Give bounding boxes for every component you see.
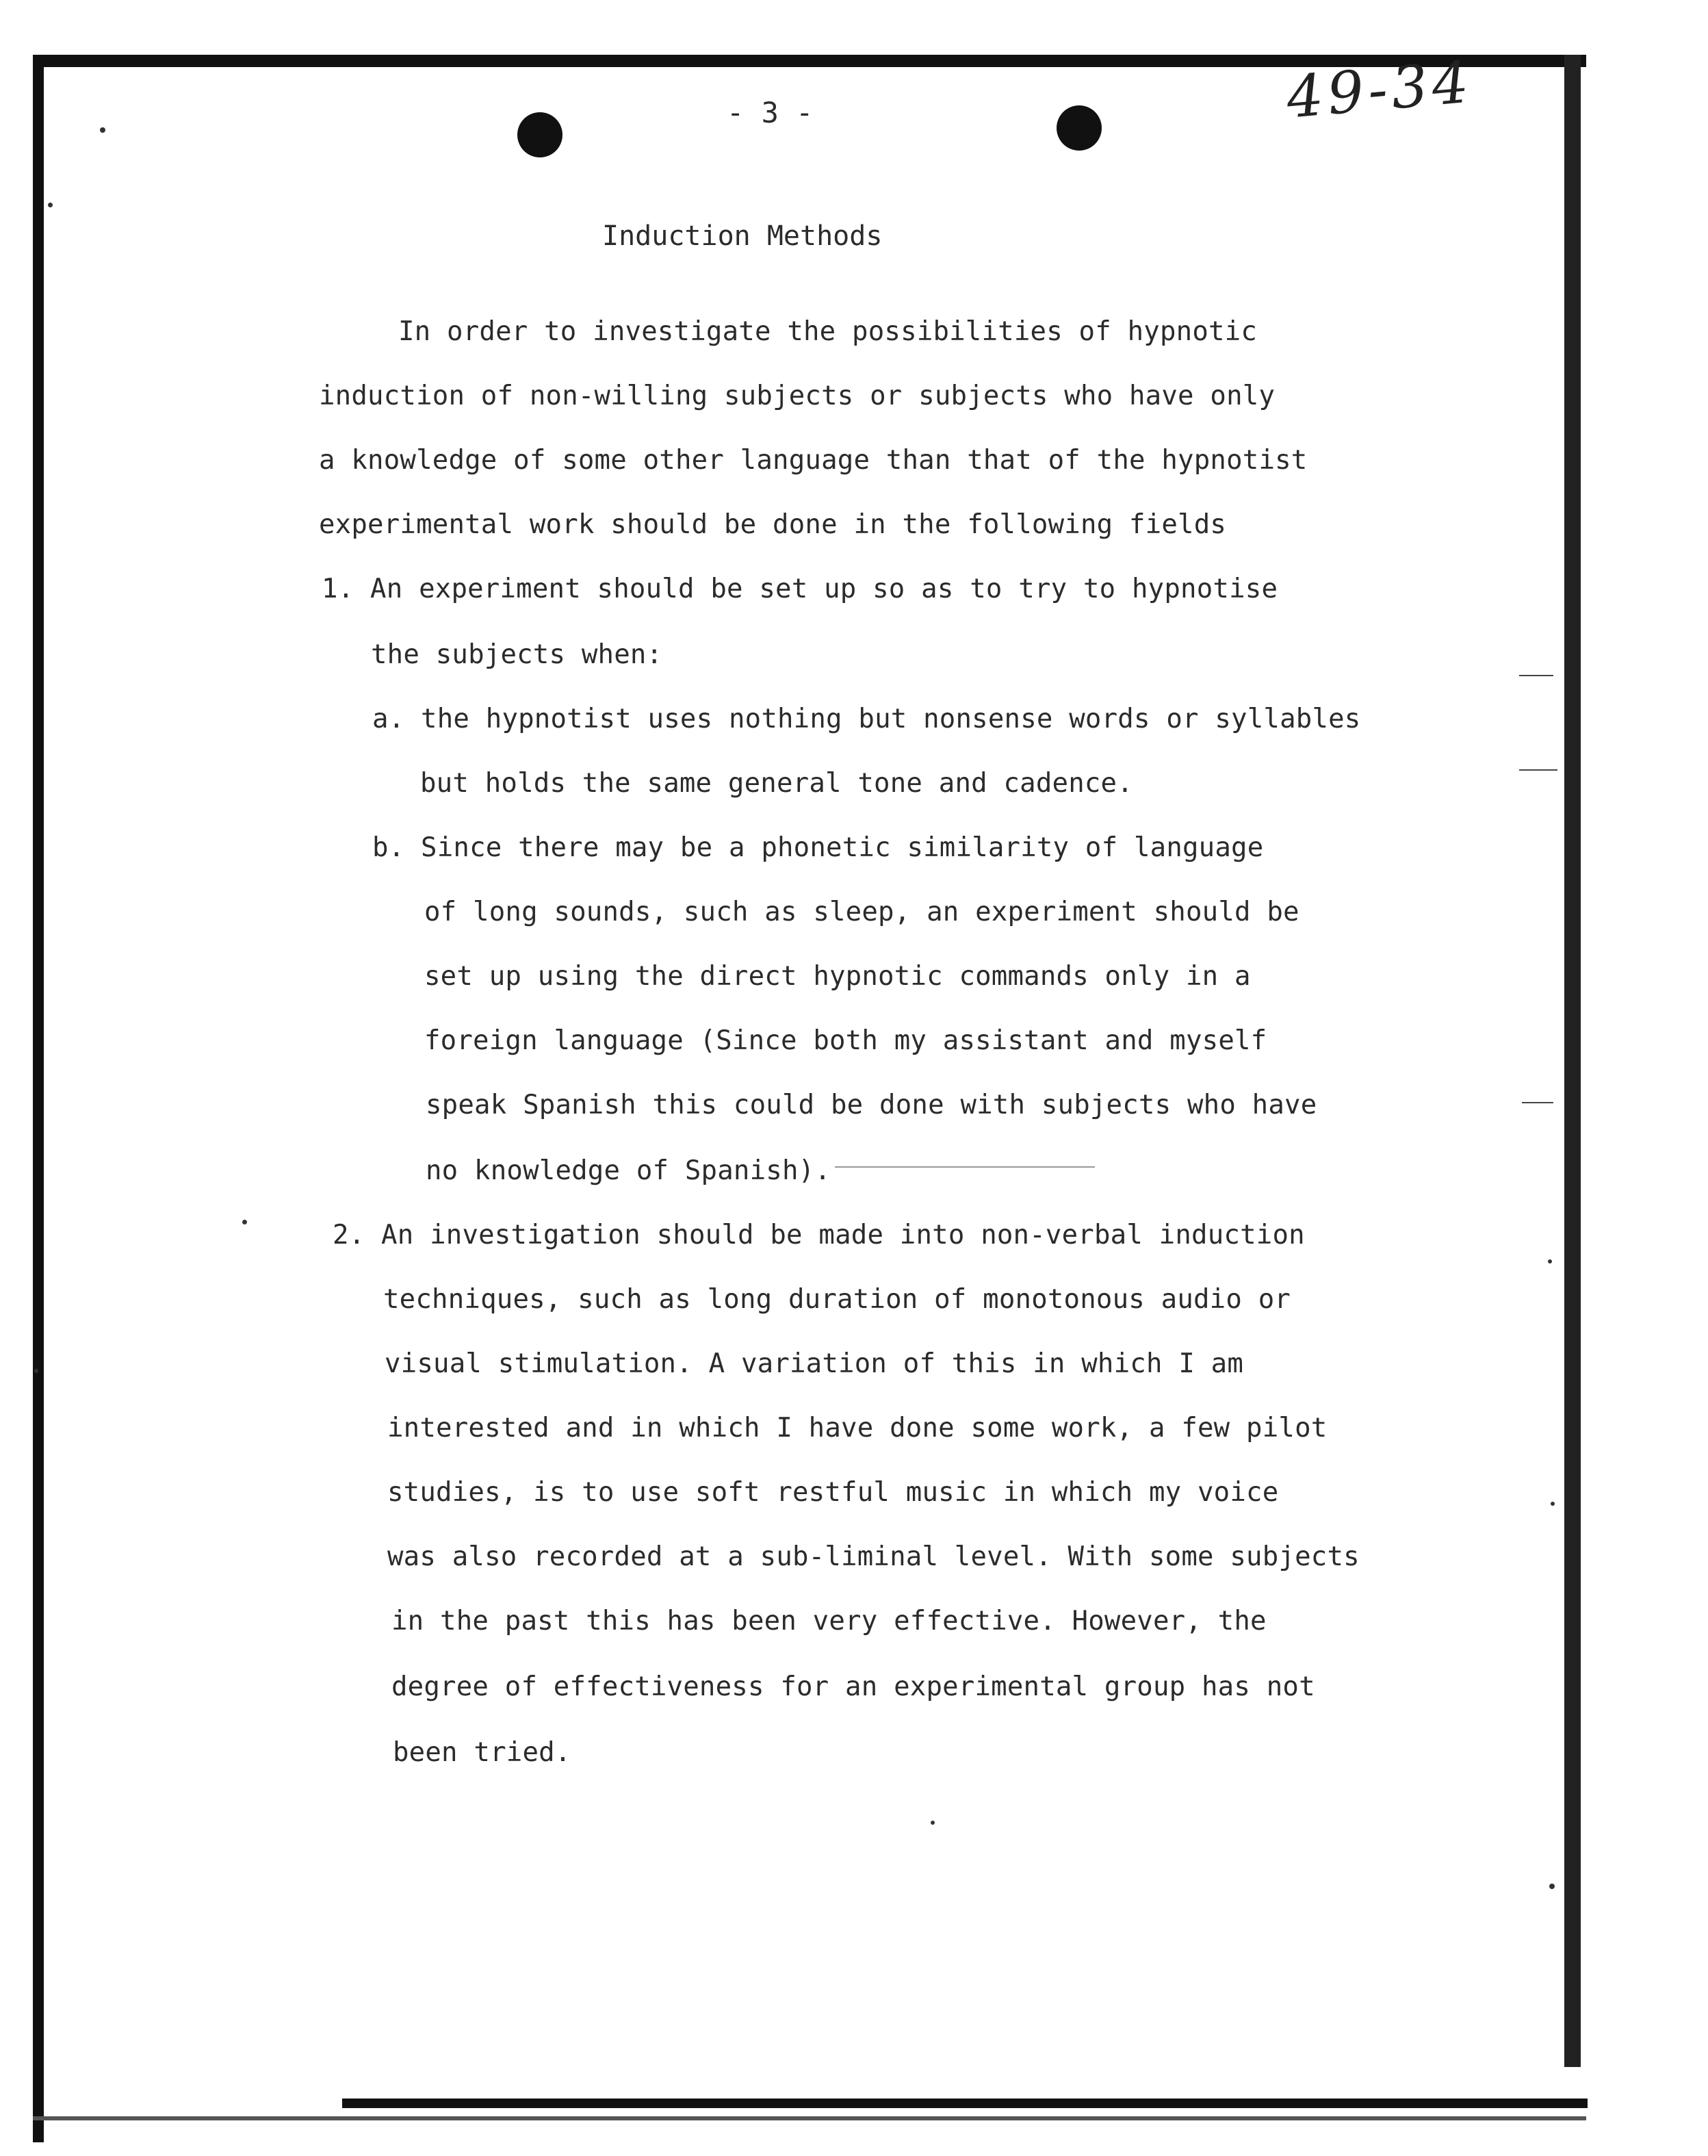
text-line: the subjects when: (371, 639, 663, 670)
page-number: - 3 - (727, 96, 814, 129)
scan-edge-bottom-thin (33, 2116, 1586, 2120)
scan-speck (1551, 1502, 1555, 1506)
text-line: set up using the direct hypnotic commands only in a (424, 961, 1251, 992)
text-line: speak Spanish this could be done with subjects who have (426, 1090, 1317, 1120)
text-line: degree of effectiveness for an experimental group has not (391, 1671, 1315, 1702)
text-line: studies, is to use soft restful music in which my voice (387, 1477, 1279, 1508)
section-heading: Induction Methods (602, 220, 883, 252)
scan-mark (1522, 1102, 1553, 1103)
text-line: been tried. (393, 1737, 571, 1768)
text-line: experimental work should be done in the following fields (319, 509, 1227, 540)
text-line: visual stimulation. A variation of this in which I am (385, 1348, 1244, 1379)
scan-edge-right (1564, 55, 1581, 2067)
text-line: foreign language (Since both my assistant and myself (424, 1025, 1267, 1056)
scan-mark (1519, 769, 1557, 771)
list-item-2: 2. An investigation should be made into non-verbal induction (333, 1220, 1305, 1250)
scan-speck (100, 127, 105, 133)
scan-speck (931, 1821, 935, 1825)
text-line: In order to investigate the possibilities of hypnotic (398, 316, 1258, 347)
text-line: in the past this has been very effective. However, the (391, 1606, 1267, 1637)
list-item-b: b. Since there may be a phonetic similarity of language (372, 832, 1264, 863)
punch-hole-left (517, 112, 562, 157)
scan-edge-left (33, 55, 44, 2142)
scan-speck (34, 1369, 38, 1373)
list-item-1: 1. An experiment should be set up so as to try to hypnotise (322, 574, 1278, 604)
scan-speck (242, 1220, 247, 1224)
text-line: of long sounds, such as sleep, an experiment should be (424, 897, 1299, 927)
text-line: techniques, such as long duration of monotonous audio or (383, 1284, 1291, 1315)
text-line: no knowledge of Spanish). (426, 1155, 831, 1186)
handwritten-reference: 49-34 (1284, 48, 1475, 131)
scan-speck (48, 203, 53, 207)
text-line: was also recorded at a sub-liminal level. With some subjects (387, 1541, 1360, 1572)
scan-edge-bottom (342, 2099, 1588, 2108)
scan-mark (1519, 675, 1553, 676)
punch-hole-right (1057, 105, 1102, 151)
underline-mark (835, 1166, 1095, 1168)
scan-speck (1548, 1259, 1552, 1263)
text-line: interested and in which I have done some work, a few pilot (387, 1413, 1328, 1443)
text-line: but holds the same general tone and cadence. (420, 768, 1133, 799)
list-item-a: a. the hypnotist uses nothing but nonsense words or syllables (372, 704, 1361, 734)
text-line: induction of non-willing subjects or subjects who have only (319, 381, 1276, 411)
scan-speck (1549, 1884, 1555, 1889)
text-line: a knowledge of some other language than that of the hypnotist (319, 445, 1308, 476)
